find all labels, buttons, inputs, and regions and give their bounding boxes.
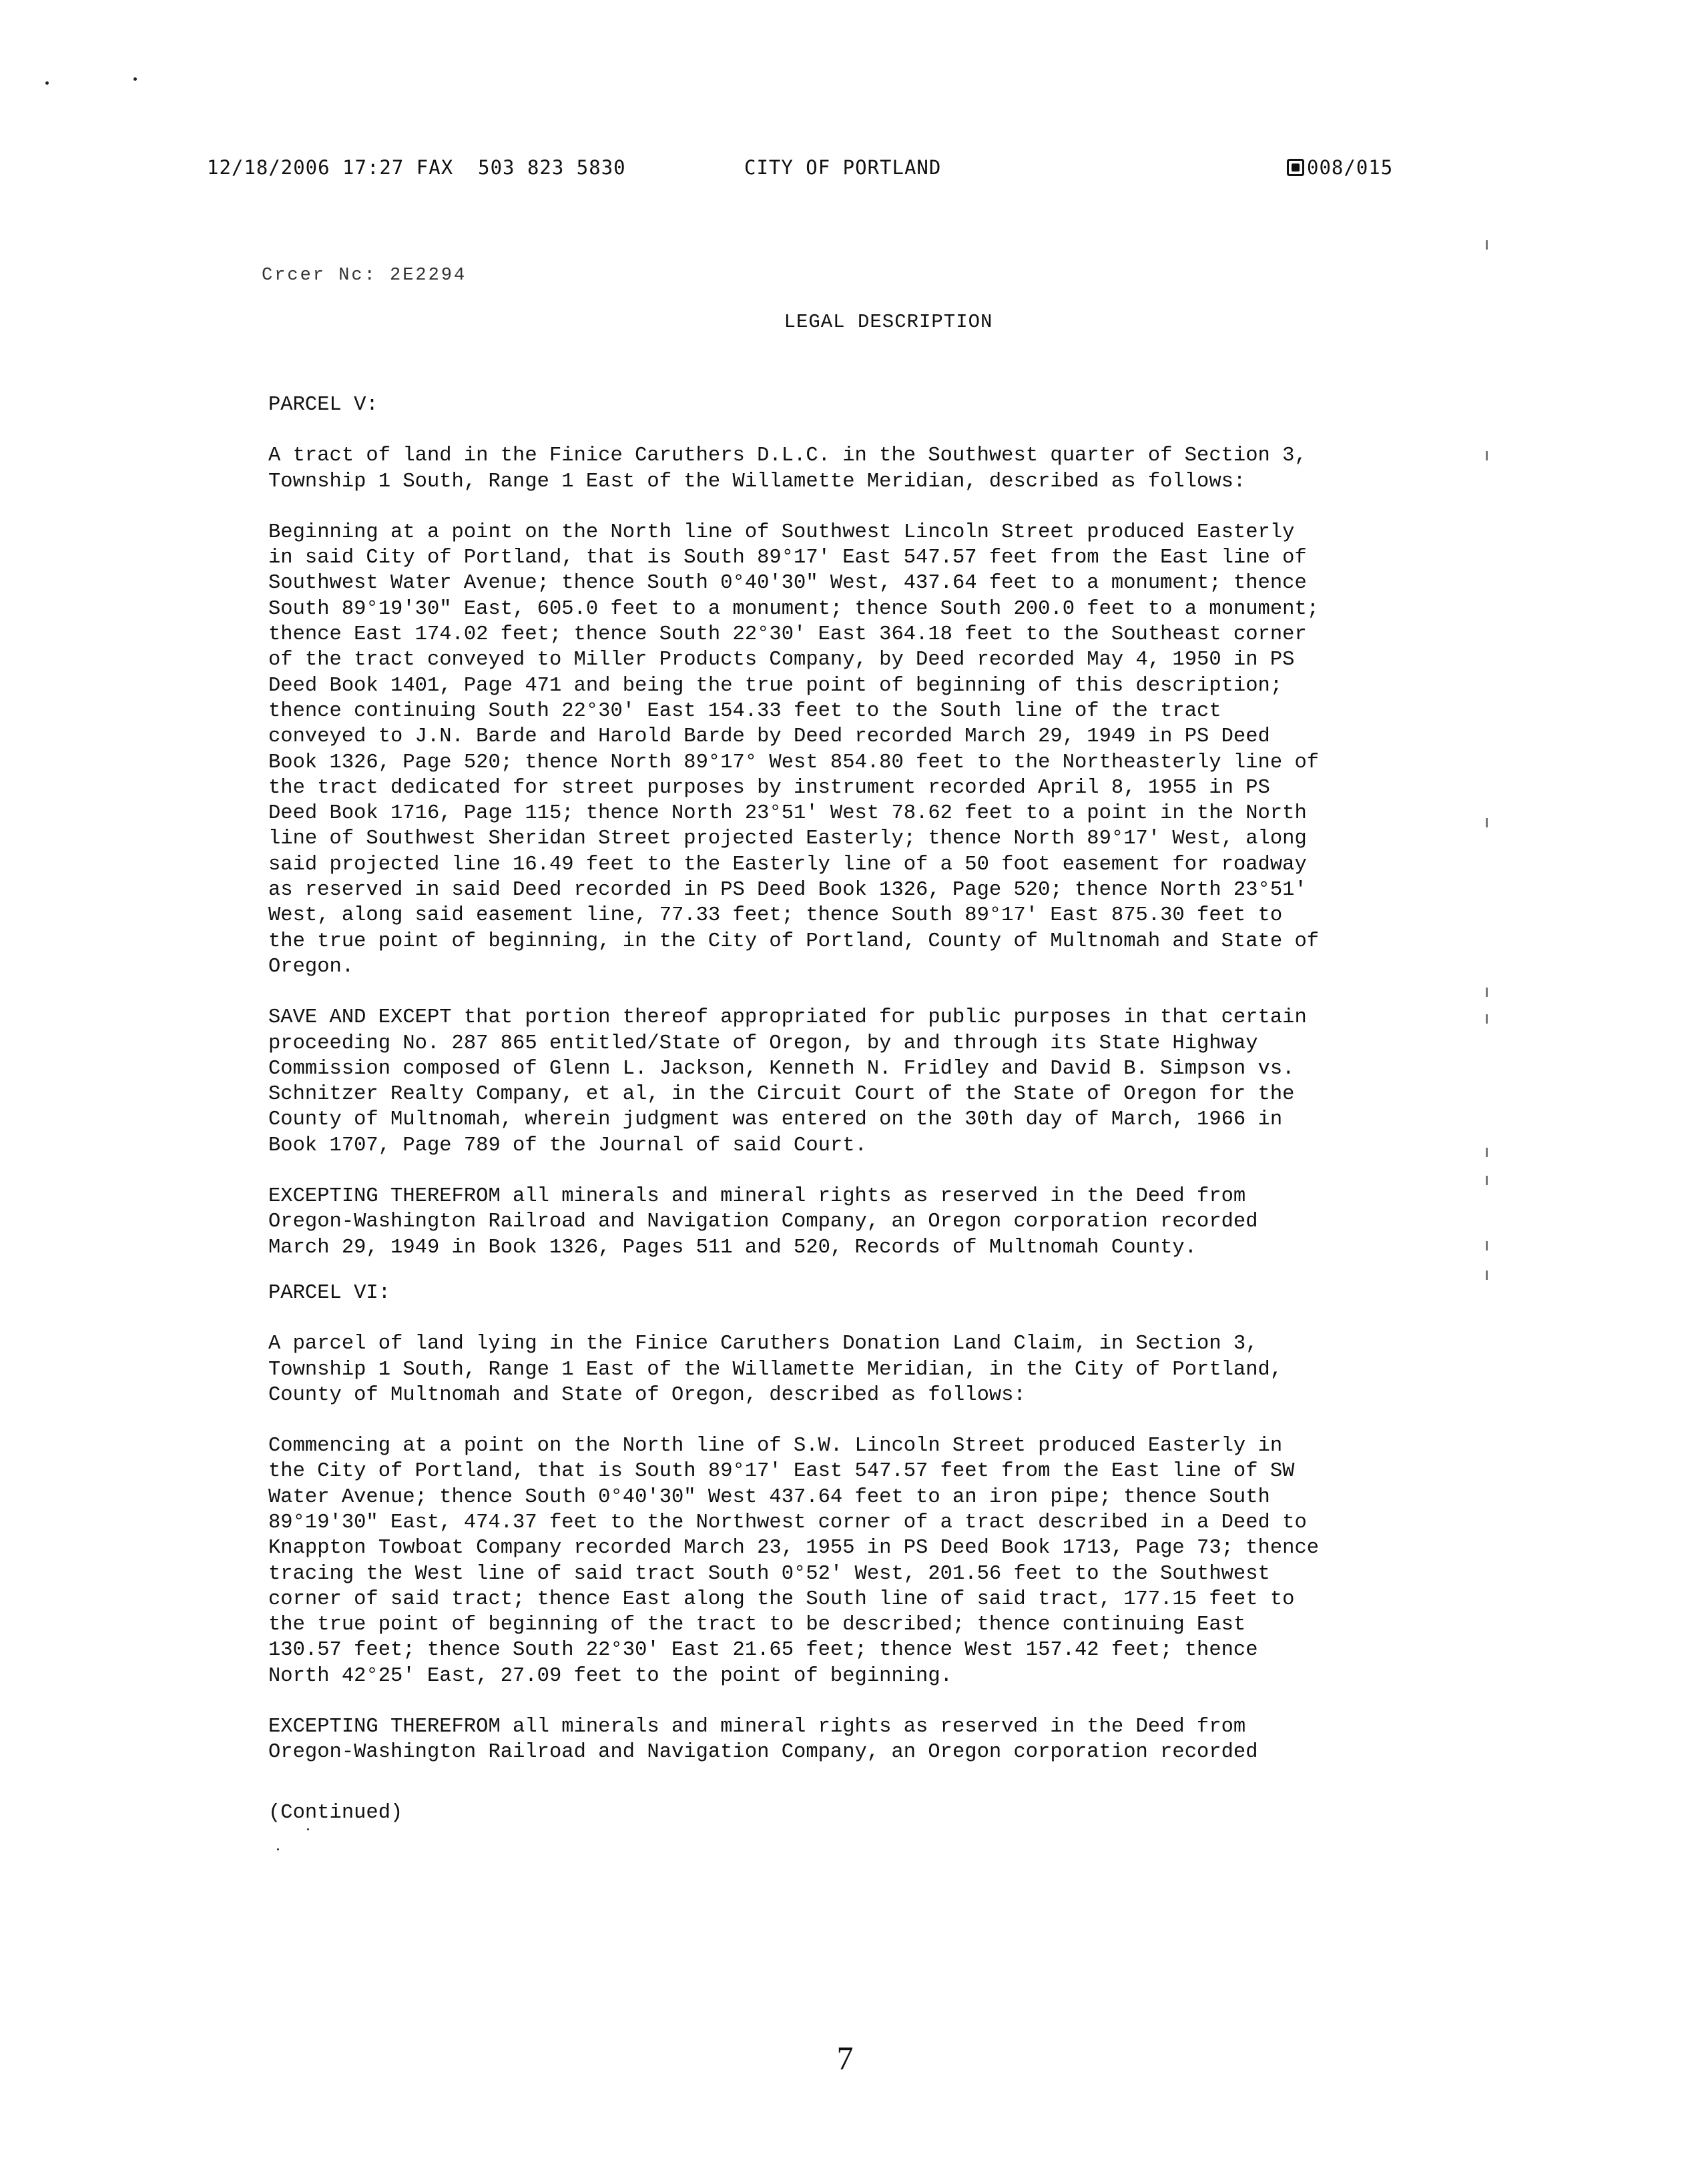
text-line: Book 1707, Page 789 of the Journal of said Court. bbox=[268, 1134, 867, 1157]
text-line: corner of said tract; thence East along the South line of said tract, 177.15 feet to bbox=[268, 1587, 1295, 1611]
parcel-v-excepting bbox=[268, 1184, 1440, 1260]
text-line: as reserved in said Deed recorded in PS Deed Book 1326, Page 520; thence North 23°51' bbox=[268, 879, 1307, 902]
continued-note: (Continued) bbox=[268, 1802, 403, 1824]
document-title: LEGAL DESCRIPTION bbox=[784, 311, 993, 333]
scan-speck bbox=[45, 81, 49, 85]
parcel-v-beginning bbox=[268, 520, 1440, 980]
parcel-vi-excepting bbox=[268, 1714, 1440, 1766]
text-line: Oregon-Washington Railroad and Navigation Company, an Oregon corporation recorded bbox=[268, 1210, 1258, 1234]
scan-speck bbox=[277, 1848, 279, 1850]
text-line: Deed Book 1401, Page 471 and being the true point of beginning of this description; bbox=[268, 674, 1283, 697]
parcel-vi-commencing bbox=[268, 1433, 1440, 1689]
fax-header bbox=[207, 156, 1422, 190]
scan-speck bbox=[1486, 818, 1488, 827]
text-line: the tract dedicated for street purposes by instrument recorded April 8, 1955 in PS bbox=[268, 776, 1270, 799]
scan-speck bbox=[1486, 240, 1488, 250]
text-line: County of Multnomah, wherein judgment was entered on the 30th day of March, 1966 in bbox=[268, 1108, 1283, 1132]
text-line: Beginning at a point on the North line of Southwest Lincoln Street produced Easterly bbox=[268, 520, 1295, 544]
fax-page-icon bbox=[1287, 159, 1304, 176]
parcel-v-heading: PARCEL V: bbox=[268, 394, 378, 416]
text-line: EXCEPTING THEREFROM all minerals and mineral rights as reserved in the Deed from bbox=[268, 1716, 1246, 1739]
text-line: 89°19'30" East, 474.37 feet to the Northwest corner of a tract described in a Deed to bbox=[268, 1511, 1307, 1534]
scan-speck bbox=[1486, 451, 1488, 460]
scan-speck bbox=[1486, 1176, 1488, 1185]
text-line: thence continuing South 22°30' East 154.33 feet to the South line of the tract bbox=[268, 699, 1221, 723]
text-line: said projected line 16.49 feet to the Easterly line of a 50 foot easement for roadway bbox=[268, 853, 1307, 876]
text-line: Oregon-Washington Railroad and Navigation Company, an Oregon corporation recorded bbox=[268, 1741, 1258, 1764]
page-number: 7 bbox=[836, 2039, 854, 2077]
scan-speck bbox=[1486, 1241, 1488, 1250]
legal-description-body bbox=[268, 392, 1440, 1766]
fax-timestamp: 12/18/2006 17:27 FAX 503 823 5830 bbox=[207, 156, 626, 179]
text-line: Township 1 South, Range 1 East of the Willamette Meridian, described as follows: bbox=[268, 470, 1246, 493]
order-number: Crcer Nc: 2E2294 bbox=[262, 266, 467, 286]
text-line: Southwest Water Avenue; thence South 0°40'30" West, 437.64 feet to a monument; thence bbox=[268, 572, 1307, 595]
parcel-v-intro bbox=[268, 443, 1440, 494]
text-line: the true point of beginning of the tract to be described; thence continuing East bbox=[268, 1613, 1246, 1637]
parcel-v-save-and-except bbox=[268, 1005, 1440, 1158]
text-line: in said City of Portland, that is South 89°17' East 547.57 feet from the East line of bbox=[268, 547, 1307, 570]
text-line: the City of Portland, that is South 89°17' East 547.57 feet from the East line of SW bbox=[268, 1460, 1295, 1483]
text-line: County of Multnomah and State of Oregon, described as follows: bbox=[268, 1383, 1026, 1407]
text-line: line of Southwest Sheridan Street projected Easterly; thence North 89°17' West, along bbox=[268, 827, 1307, 851]
text-line: proceeding No. 287 865 entitled/State of Oregon, by and through its State Highway bbox=[268, 1032, 1258, 1055]
text-line: A parcel of land lying in the Finice Caruthers Donation Land Claim, in Section 3, bbox=[268, 1333, 1258, 1356]
text-line: A tract of land in the Finice Caruthers D.L.C. in the Southwest quarter of Section 3, bbox=[268, 444, 1307, 468]
text-line: North 42°25' East, 27.09 feet to the point of beginning. bbox=[268, 1664, 952, 1688]
text-line: tracing the West line of said tract South 0°52' West, 201.56 feet to the Southwest bbox=[268, 1562, 1270, 1585]
text-line: March 29, 1949 in Book 1326, Pages 511 and 520, Records of Multnomah County. bbox=[268, 1236, 1197, 1259]
text-line: EXCEPTING THEREFROM all minerals and mineral rights as reserved in the Deed from bbox=[268, 1185, 1246, 1208]
fax-page-count: 008/015 bbox=[1307, 156, 1394, 179]
parcel-vi-intro bbox=[268, 1331, 1440, 1408]
parcel-vi-heading: PARCEL VI: bbox=[268, 1281, 391, 1305]
text-line: Deed Book 1716, Page 115; thence North 23°51' West 78.62 feet to a point in the North bbox=[268, 802, 1307, 825]
text-line: conveyed to J.N. Barde and Harold Barde by Deed recorded March 29, 1949 in PS Deed bbox=[268, 725, 1270, 749]
text-line: thence East 174.02 feet; thence South 22°30' East 364.18 feet to the Southeast corner bbox=[268, 623, 1307, 647]
fax-page-indicator bbox=[1287, 156, 1393, 179]
text-line: SAVE AND EXCEPT that portion thereof appropriated for public purposes in that certain bbox=[268, 1006, 1307, 1030]
text-line: Commencing at a point on the North line of S.W. Lincoln Street produced Easterly in bbox=[268, 1435, 1283, 1458]
scan-speck bbox=[1486, 1270, 1488, 1280]
text-line: Oregon. bbox=[268, 955, 354, 978]
text-line: of the tract conveyed to Miller Products Company, by Deed recorded May 4, 1950 in PS bbox=[268, 649, 1295, 672]
text-line: Book 1326, Page 520; thence North 89°17° West 854.80 feet to the Northeasterly line of bbox=[268, 751, 1320, 774]
text-line: Commission composed of Glenn L. Jackson, Kenneth N. Fridley and David B. Simpson vs. bbox=[268, 1057, 1295, 1080]
fax-sender: CITY OF PORTLAND bbox=[744, 156, 942, 179]
scan-speck bbox=[1486, 1148, 1488, 1157]
text-line: the true point of beginning, in the City of Portland, County of Multnomah and State of bbox=[268, 930, 1320, 953]
scan-speck bbox=[1486, 988, 1488, 997]
text-line: South 89°19'30" East, 605.0 feet to a monument; thence South 200.0 feet to a monument; bbox=[268, 597, 1320, 621]
text-line: Water Avenue; thence South 0°40'30" West 437.64 feet to an iron pipe; thence South bbox=[268, 1485, 1270, 1509]
text-line: 130.57 feet; thence South 22°30' East 21.65 feet; thence West 157.42 feet; thence bbox=[268, 1639, 1258, 1662]
text-line: Township 1 South, Range 1 East of the Willamette Meridian, in the City of Portland, bbox=[268, 1358, 1283, 1381]
text-line: Knappton Towboat Company recorded March 23, 1955 in PS Deed Book 1713, Page 73; thence bbox=[268, 1537, 1320, 1560]
text-line: Schnitzer Realty Company, et al, in the Circuit Court of the State of Oregon for the bbox=[268, 1083, 1295, 1106]
text-line: West, along said easement line, 77.33 feet; thence South 89°17' East 875.30 feet to bbox=[268, 904, 1283, 928]
scan-speck bbox=[307, 1828, 309, 1830]
scan-speck bbox=[1486, 1014, 1488, 1024]
scan-speck bbox=[133, 77, 137, 81]
